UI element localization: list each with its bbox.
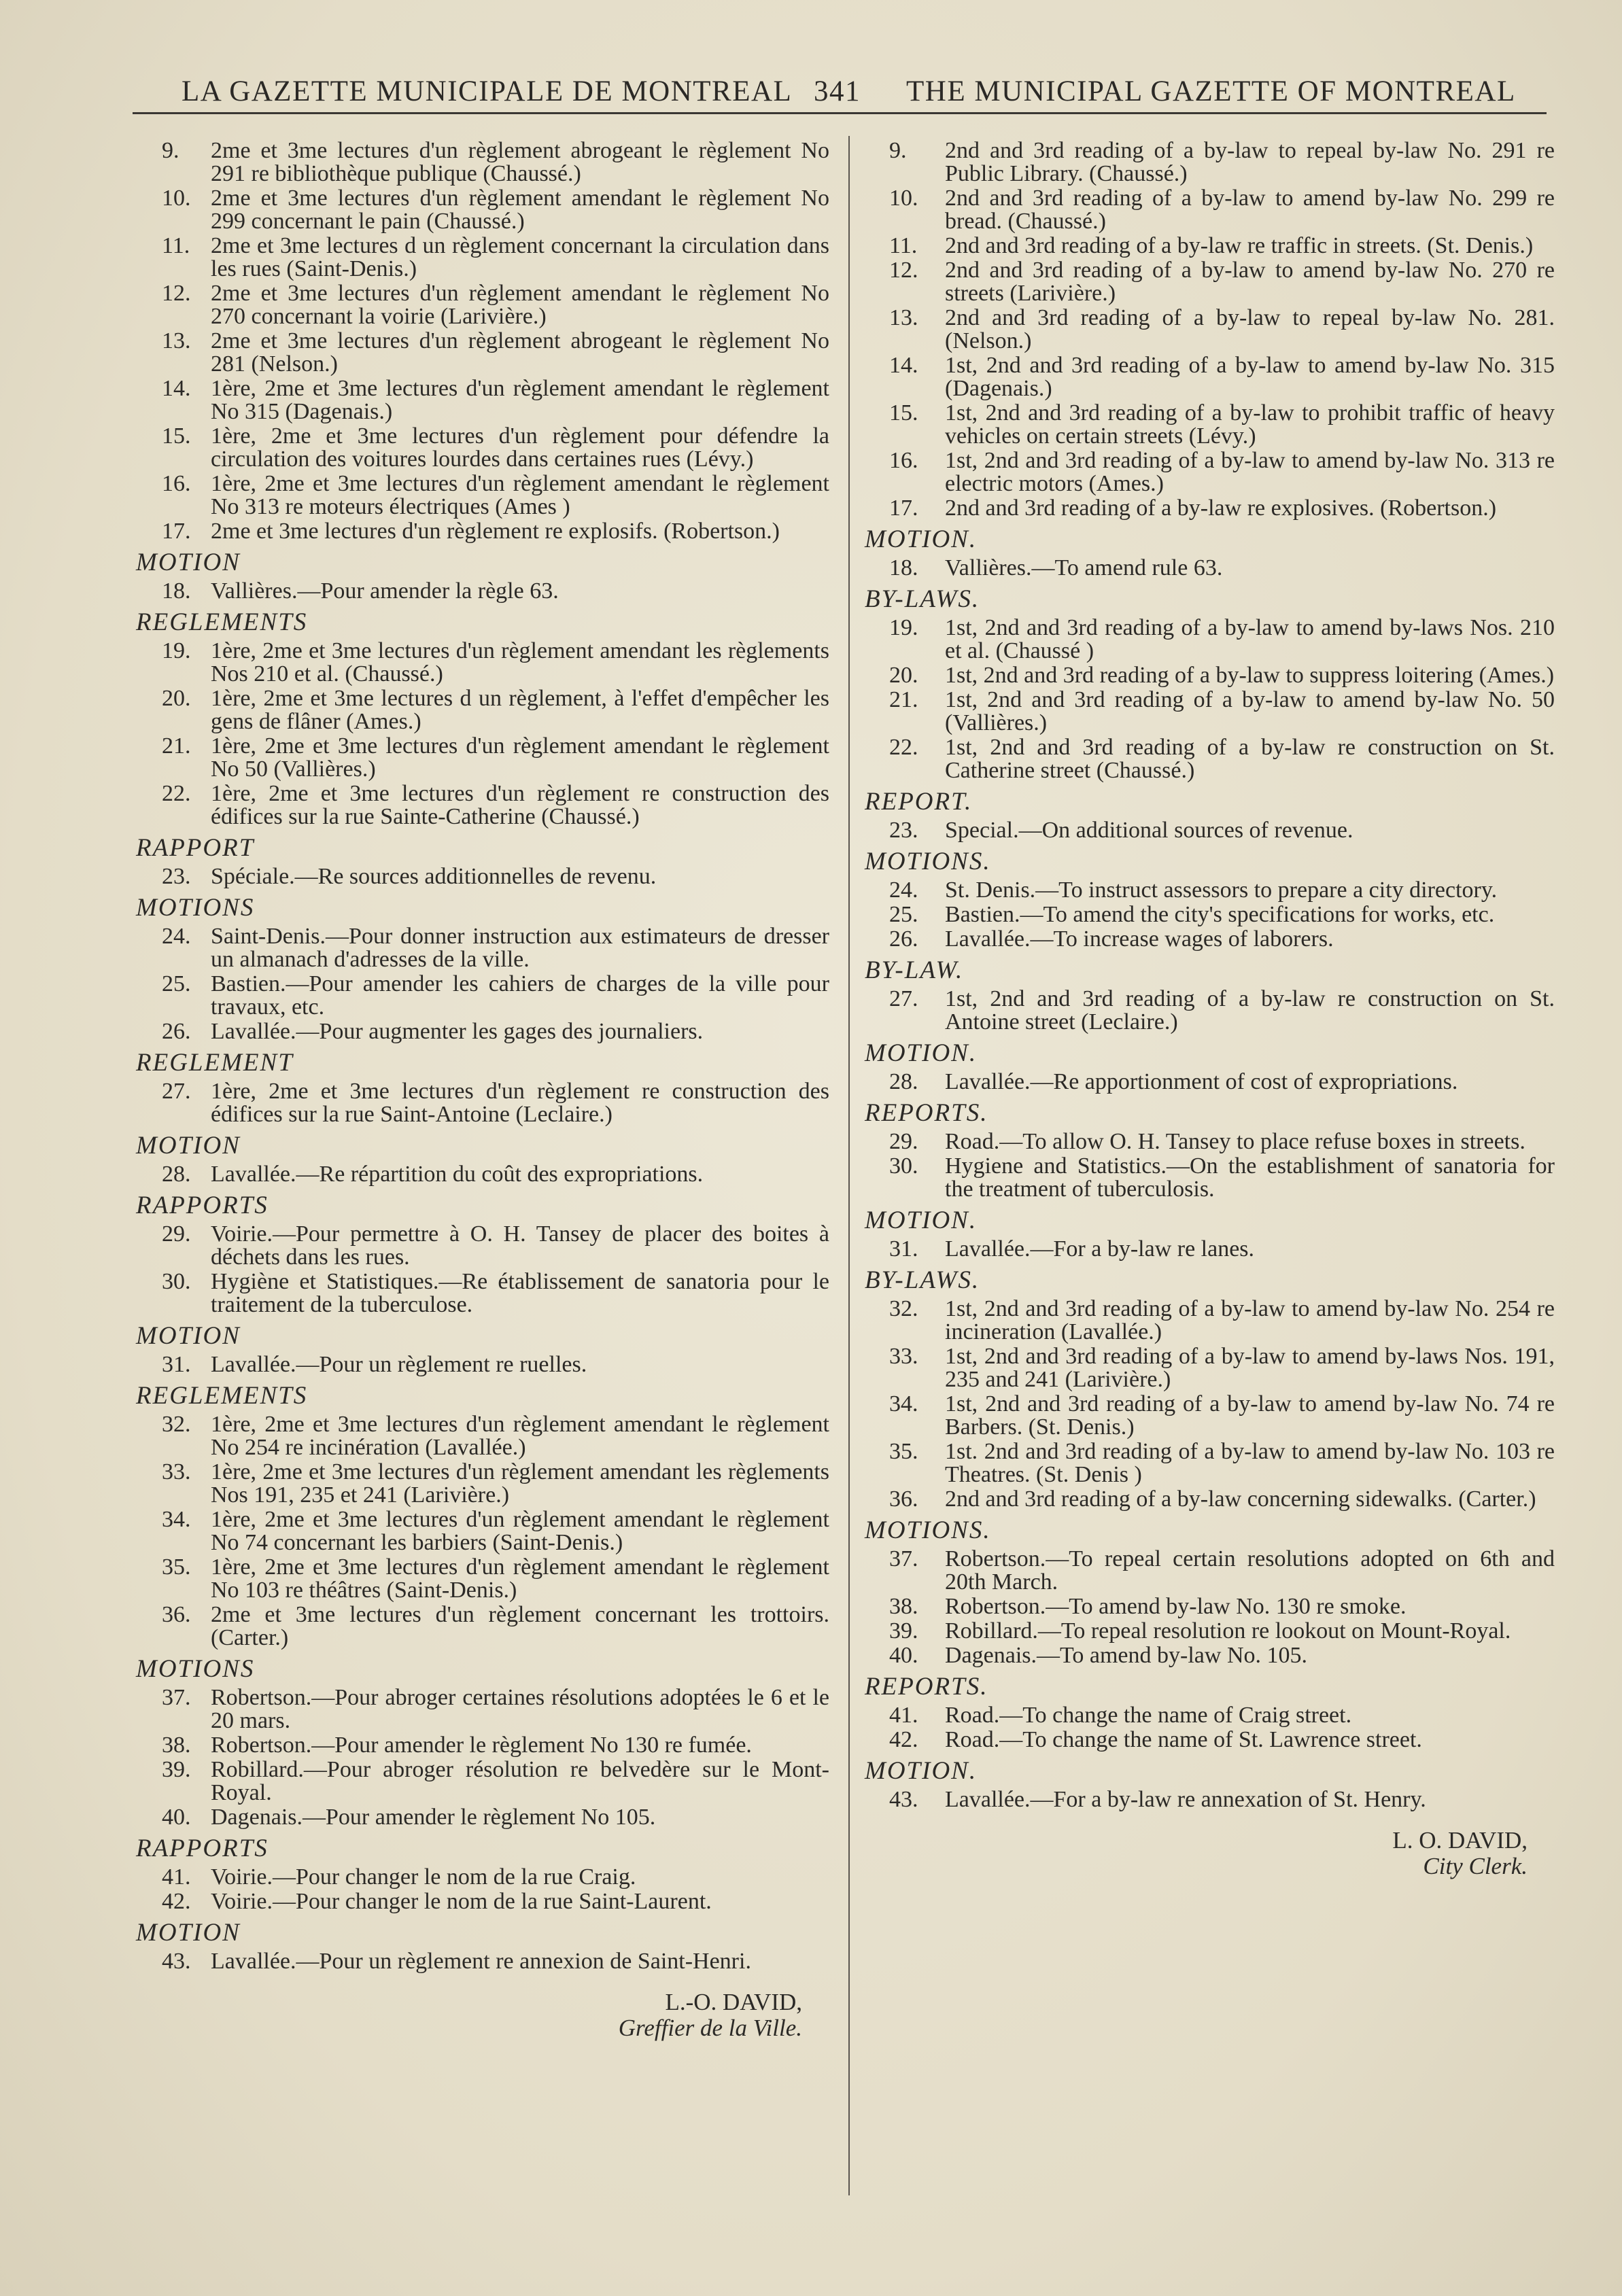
item-number: 11. xyxy=(162,233,190,258)
agenda-item xyxy=(136,1461,829,1507)
agenda-item xyxy=(865,1440,1555,1486)
section-heading: MOTIONS xyxy=(136,894,255,922)
item-text: 1st. 2nd and 3rd reading of a by-law to amend by-law No. 103 re Theatres. (St. Denis ) xyxy=(945,1439,1555,1487)
item-number: 22. xyxy=(889,735,918,760)
item-text: 1ère, 2me et 3me lectures d'un règlement re construction des édifices sur la rue Sainte-Catherine (Chaussé.) xyxy=(211,781,829,829)
agenda-item xyxy=(865,1298,1555,1344)
item-text: Robertson.—To amend by-law No. 130 re smoke. xyxy=(945,1594,1407,1619)
agenda-items xyxy=(136,1080,829,1126)
item-text: Lavallée.—To increase wages of laborers. xyxy=(945,926,1334,952)
item-text: 2nd and 3rd reading of a by-law concerning sidewalks. (Carter.) xyxy=(945,1486,1536,1512)
item-number: 34. xyxy=(162,1507,191,1532)
item-number: 10. xyxy=(889,186,918,211)
agenda-items xyxy=(136,1353,829,1376)
item-text: Lavallée.—For a by-law re annexation of St. Henry. xyxy=(945,1787,1426,1812)
agenda-item xyxy=(865,1620,1555,1643)
item-number: 36. xyxy=(162,1602,191,1627)
agenda-item xyxy=(136,782,829,829)
item-number: 28. xyxy=(889,1069,918,1094)
item-text: 1ère, 2me et 3me lectures d'un règlement amendant les règlements Nos 191, 235 et 241 (Larivière.) xyxy=(211,1459,829,1508)
section-heading: MOTION. xyxy=(865,1206,978,1234)
item-number: 20. xyxy=(162,686,191,711)
agenda-item xyxy=(136,580,829,603)
item-text: Lavallée.—Re apportionment of cost of expropriations. xyxy=(945,1069,1458,1094)
section-heading: REGLEMENTS xyxy=(136,1382,308,1410)
agenda-item xyxy=(865,234,1555,258)
agenda-item xyxy=(865,1345,1555,1391)
agenda-item xyxy=(136,1080,829,1126)
section-heading: MOTION xyxy=(136,1322,241,1350)
agenda-item xyxy=(136,1353,829,1376)
item-text: 1st, 2nd and 3rd reading of a by-law to amend by-laws Nos. 191, 235 and 241 (Larivière.) xyxy=(945,1344,1555,1392)
item-number: 18. xyxy=(162,578,191,604)
agenda-item xyxy=(865,1644,1555,1667)
item-number: 27. xyxy=(889,986,918,1011)
agenda-item xyxy=(865,1728,1555,1752)
item-text: Bastien.—Pour amender les cahiers de charges de la ville pour travaux, etc. xyxy=(211,971,829,1020)
french-column xyxy=(136,139,829,2041)
item-number: 27. xyxy=(162,1079,191,1104)
item-number: 22. xyxy=(162,781,191,806)
item-number: 39. xyxy=(162,1757,191,1782)
item-number: 34. xyxy=(889,1391,918,1416)
item-text: Robertson.—To repeal certain resolutions adopted on 6th and 20th March. xyxy=(945,1546,1555,1595)
agenda-item xyxy=(865,616,1555,663)
english-column xyxy=(865,139,1555,1879)
agenda-item xyxy=(136,1806,829,1829)
item-text: Robertson.—Pour amender le règlement No 130 re fumée. xyxy=(211,1733,752,1758)
agenda-item xyxy=(136,282,829,328)
item-text: 2me et 3me lectures d'un règlement amendant le règlement No 299 concernant le pain (Chaussé.) xyxy=(211,186,829,234)
agenda-item xyxy=(136,1603,829,1650)
item-text: Bastien.—To amend the city's specifications for works, etc. xyxy=(945,902,1495,927)
item-number: 40. xyxy=(162,1805,191,1830)
item-number: 28. xyxy=(162,1162,191,1187)
item-text: 1st, 2nd and 3rd reading of a by-law to amend by-law No. 313 re electric motors (Ames.) xyxy=(945,448,1555,496)
item-number: 26. xyxy=(162,1019,191,1044)
page-number: 341 xyxy=(814,75,861,107)
agenda-item xyxy=(865,259,1555,305)
agenda-item xyxy=(136,1556,829,1602)
item-text: 1ère, 2me et 3me lectures d'un règlement amendant le règlement No 50 (Vallières.) xyxy=(211,733,829,782)
item-number: 12. xyxy=(889,258,918,283)
item-text: 1ère, 2me et 3me lectures d'un règlement amendant le règlement No 254 re incinération (Lavallée.) xyxy=(211,1412,829,1460)
agenda-items xyxy=(136,1223,829,1317)
item-text: Vallières.—Pour amender la règle 63. xyxy=(211,578,559,604)
agenda-item xyxy=(865,1788,1555,1811)
agenda-item xyxy=(865,1393,1555,1439)
item-text: 1st, 2nd and 3rd reading of a by-law to amend by-law No. 315 (Dagenais.) xyxy=(945,353,1555,401)
item-number: 37. xyxy=(162,1685,191,1710)
item-text: 2me et 3me lectures d'un règlement amendant le règlement No 270 concernant la voirie (Larivière.) xyxy=(211,281,829,329)
item-number: 13. xyxy=(162,328,191,353)
item-text: 2nd and 3rd reading of a by-law to repeal by-law No. 281. (Nelson.) xyxy=(945,305,1555,353)
item-number: 43. xyxy=(889,1787,918,1812)
agenda-items xyxy=(136,1950,829,1973)
agenda-item xyxy=(865,1071,1555,1094)
item-text: 1st, 2nd and 3rd reading of a by-law re construction on St. Antoine street (Leclaire.) xyxy=(945,986,1555,1034)
signature-block-english xyxy=(865,1828,1555,1879)
item-text: 2nd and 3rd reading of a by-law to amend by-law No. 299 re bread. (Chaussé.) xyxy=(945,186,1555,234)
agenda-items xyxy=(136,865,829,888)
item-number: 37. xyxy=(889,1546,918,1571)
agenda-item xyxy=(136,1270,829,1317)
item-text: 1ère, 2me et 3me lectures d'un règlement amendant le règlement No 74 concernant les barbiers (Saint-Denis.) xyxy=(211,1507,829,1555)
agenda-item xyxy=(865,1155,1555,1201)
agenda-item xyxy=(136,925,829,971)
item-text: 1ère, 2me et 3me lectures d'un règlement amendant le règlement No 313 re moteurs électriques (Ames ) xyxy=(211,471,829,519)
agenda-item xyxy=(136,234,829,281)
agenda-item xyxy=(136,1950,829,1973)
item-text: St. Denis.—To instruct assessors to prepare a city directory. xyxy=(945,877,1498,903)
section-heading: MOTION xyxy=(136,1919,241,1947)
item-number: 16. xyxy=(162,471,191,496)
item-number: 25. xyxy=(162,971,191,996)
item-text: 1st, 2nd and 3rd reading of a by-law to prohibit traffic of heavy vehicles on certain streets (Lévy.) xyxy=(945,400,1555,449)
agenda-items xyxy=(136,925,829,1043)
item-number: 30. xyxy=(162,1269,191,1294)
agenda-item xyxy=(865,1130,1555,1153)
agenda-item xyxy=(865,449,1555,495)
item-number: 9. xyxy=(889,138,907,163)
item-number: 32. xyxy=(162,1412,191,1437)
agenda-item xyxy=(865,1704,1555,1727)
section-heading: MOTIONS. xyxy=(865,848,991,875)
agenda-item xyxy=(865,988,1555,1034)
item-number: 19. xyxy=(162,638,191,663)
agenda-items xyxy=(136,580,829,603)
item-number: 29. xyxy=(889,1129,918,1154)
agenda-item xyxy=(136,520,829,543)
item-number: 11. xyxy=(889,233,918,258)
agenda-items xyxy=(865,1548,1555,1667)
item-number: 42. xyxy=(162,1889,191,1914)
section-heading: MOTION. xyxy=(865,1039,978,1067)
section-heading: RAPPORTS xyxy=(136,1834,269,1862)
section-heading: MOTION. xyxy=(865,1757,978,1785)
item-text: 1ère, 2me et 3me lectures d'un règlement amendant les règlements Nos 210 et al. (Chaussé.) xyxy=(211,638,829,686)
item-number: 9. xyxy=(162,138,179,163)
agenda-item xyxy=(865,557,1555,580)
section-heading: REPORTS. xyxy=(865,1099,988,1127)
section-heading: RAPPORT xyxy=(136,834,255,862)
item-text: 2me et 3me lectures d'un règlement abrogeant le règlement No 281 (Nelson.) xyxy=(211,328,829,377)
item-number: 35. xyxy=(162,1554,191,1580)
agenda-item xyxy=(136,973,829,1019)
agenda-items xyxy=(865,139,1555,520)
item-number: 33. xyxy=(162,1459,191,1484)
agenda-item xyxy=(865,1238,1555,1261)
item-number: 10. xyxy=(162,186,191,211)
item-number: 14. xyxy=(889,353,918,378)
section-heading: REGLEMENT xyxy=(136,1049,294,1077)
item-text: Vallières.—To amend rule 63. xyxy=(945,555,1223,580)
item-text: 2me et 3me lectures d'un règlement re explosifs. (Robertson.) xyxy=(211,519,780,544)
item-text: Special.—On additional sources of revenue. xyxy=(945,818,1353,843)
item-number: 19. xyxy=(889,615,918,640)
section-heading: REPORTS. xyxy=(865,1673,988,1701)
item-number: 21. xyxy=(162,733,191,759)
item-text: Robillard.—Pour abroger résolution re belvedère sur le Mont-Royal. xyxy=(211,1757,829,1805)
agenda-item xyxy=(136,139,829,186)
header-title-french: LA GAZETTE MUNICIPALE DE MONTREAL xyxy=(182,75,793,107)
agenda-items xyxy=(865,1298,1555,1511)
item-text: Dagenais.—To amend by-law No. 105. xyxy=(945,1643,1307,1668)
signature-name: L.-O. DAVID, xyxy=(665,1989,802,2015)
agenda-items xyxy=(865,1704,1555,1752)
agenda-item xyxy=(136,1758,829,1805)
agenda-item xyxy=(865,307,1555,353)
item-number: 33. xyxy=(889,1344,918,1369)
item-text: Lavallée.—For a by-law re lanes. xyxy=(945,1236,1255,1262)
item-text: 1ère, 2me et 3me lectures d'un règlement re construction des édifices sur la rue Saint-Antoine (Leclaire.) xyxy=(211,1079,829,1127)
agenda-item xyxy=(136,1866,829,1889)
agenda-item xyxy=(136,187,829,233)
agenda-item xyxy=(136,1413,829,1459)
item-text: Hygiène et Statistiques.—Re établissement de sanatoria pour le traitement de la tuberculose. xyxy=(211,1269,829,1317)
section-heading: MOTION. xyxy=(865,525,978,553)
item-number: 36. xyxy=(889,1486,918,1512)
agenda-item xyxy=(136,1223,829,1269)
item-number: 38. xyxy=(889,1594,918,1619)
item-number: 17. xyxy=(889,495,918,521)
agenda-item xyxy=(865,354,1555,400)
signature-name: L. O. DAVID, xyxy=(1392,1827,1528,1854)
agenda-items xyxy=(136,139,829,543)
agenda-item xyxy=(865,139,1555,186)
item-text: Lavallée.—Pour augmenter les gages des journaliers. xyxy=(211,1019,704,1044)
item-number: 14. xyxy=(162,376,191,401)
section-heading: MOTIONS xyxy=(136,1655,255,1683)
item-text: Spéciale.—Re sources additionnelles de revenu. xyxy=(211,864,657,889)
item-text: 2nd and 3rd reading of a by-law to amend by-law No. 270 re streets (Larivière.) xyxy=(945,258,1555,306)
agenda-items xyxy=(865,616,1555,782)
item-text: Road.—To change the name of St. Lawrence street. xyxy=(945,1727,1422,1752)
agenda-item xyxy=(136,1890,829,1913)
item-number: 20. xyxy=(889,663,918,688)
item-number: 21. xyxy=(889,687,918,712)
agenda-items xyxy=(865,1238,1555,1261)
section-heading: RAPPORTS xyxy=(136,1192,269,1219)
item-number: 39. xyxy=(889,1618,918,1643)
page-header xyxy=(133,75,1547,116)
item-number: 24. xyxy=(162,924,191,949)
item-number: 30. xyxy=(889,1153,918,1179)
item-number: 24. xyxy=(889,877,918,903)
item-text: Lavallée.—Pour un règlement re ruelles. xyxy=(211,1352,587,1377)
agenda-item xyxy=(865,1488,1555,1511)
agenda-item xyxy=(136,330,829,376)
agenda-item xyxy=(136,865,829,888)
item-number: 25. xyxy=(889,902,918,927)
agenda-item xyxy=(865,497,1555,520)
item-text: 1st, 2nd and 3rd reading of a by-law to amend by-law No. 74 re Barbers. (St. Denis.) xyxy=(945,1391,1555,1440)
item-text: 1ère, 2me et 3me lectures d'un règlement amendant le règlement No 315 (Dagenais.) xyxy=(211,376,829,424)
agenda-item xyxy=(865,1548,1555,1594)
agenda-items xyxy=(865,879,1555,951)
item-number: 15. xyxy=(889,400,918,425)
agenda-item xyxy=(136,1686,829,1733)
agenda-items xyxy=(136,1686,829,1829)
agenda-item xyxy=(865,928,1555,951)
item-text: 2me et 3me lectures d'un règlement abrogeant le règlement No 291 re bibliothèque publique (Chaussé.) xyxy=(211,138,829,186)
agenda-item xyxy=(865,736,1555,782)
item-text: Road.—To change the name of Craig street. xyxy=(945,1703,1352,1728)
item-number: 41. xyxy=(162,1864,191,1890)
item-text: 1st, 2nd and 3rd reading of a by-law to suppress loitering (Ames.) xyxy=(945,663,1555,688)
agenda-item xyxy=(865,879,1555,902)
item-number: 18. xyxy=(889,555,918,580)
section-heading: REGLEMENTS xyxy=(136,608,308,636)
header-title-english: THE MUNICIPAL GAZETTE OF MONTREAL xyxy=(906,75,1516,107)
item-number: 23. xyxy=(162,864,191,889)
item-text: Road.—To allow O. H. Tansey to place refuse boxes in streets. xyxy=(945,1129,1525,1154)
agenda-items xyxy=(865,988,1555,1034)
agenda-item xyxy=(136,640,829,686)
item-number: 29. xyxy=(162,1221,191,1247)
section-heading: REPORT. xyxy=(865,788,973,816)
item-number: 38. xyxy=(162,1733,191,1758)
item-text: Hygiene and Statistics.—On the establishment of sanatoria for the treatment of tuberculosis. xyxy=(945,1153,1555,1202)
agenda-item xyxy=(136,1020,829,1043)
agenda-items xyxy=(136,1866,829,1913)
item-text: 2nd and 3rd reading of a by-law re traffic in streets. (St. Denis.) xyxy=(945,233,1534,258)
agenda-items xyxy=(865,1071,1555,1094)
item-text: Saint-Denis.—Pour donner instruction aux estimateurs de dresser un almanach d'adresses de la ville. xyxy=(211,924,829,972)
item-text: Lavallée.—Re répartition du coût des expropriations. xyxy=(211,1162,704,1187)
agenda-item xyxy=(865,903,1555,926)
item-text: 2me et 3me lectures d un règlement concernant la circulation dans les rues (Saint-Denis.) xyxy=(211,233,829,281)
section-heading: MOTION xyxy=(136,549,241,576)
agenda-items xyxy=(136,1413,829,1650)
agenda-item xyxy=(865,402,1555,448)
agenda-item xyxy=(865,664,1555,687)
item-text: 1ère, 2me et 3me lectures d'un règlement pour défendre la circulation des voitures lourdes dans certaines rues (Lévy.) xyxy=(211,423,829,472)
item-text: Dagenais.—Pour amender le règlement No 105. xyxy=(211,1805,656,1830)
agenda-item xyxy=(136,735,829,781)
agenda-item xyxy=(865,1595,1555,1618)
item-text: 1ère, 2me et 3me lectures d un règlement, à l'effet d'empêcher les gens de flâner (Ames.) xyxy=(211,686,829,734)
item-text: Lavallée.—Pour un règlement re annexion de Saint-Henri. xyxy=(211,1949,751,1974)
item-text: Robillard.—To repeal resolution re lookout on Mount-Royal. xyxy=(945,1618,1511,1643)
section-heading: BY-LAW. xyxy=(865,956,964,984)
agenda-item xyxy=(136,1508,829,1554)
item-number: 41. xyxy=(889,1703,918,1728)
item-number: 13. xyxy=(889,305,918,330)
agenda-items xyxy=(136,640,829,829)
item-number: 23. xyxy=(889,818,918,843)
section-heading: BY-LAWS. xyxy=(865,1266,980,1294)
item-number: 16. xyxy=(889,448,918,473)
item-text: Voirie.—Pour changer le nom de la rue Saint-Laurent. xyxy=(211,1889,712,1914)
agenda-item xyxy=(136,687,829,733)
column-divider xyxy=(848,136,850,2195)
agenda-item xyxy=(136,472,829,519)
agenda-items xyxy=(865,1788,1555,1811)
section-heading: MOTION xyxy=(136,1132,241,1160)
item-text: Robertson.—Pour abroger certaines résolutions adoptées le 6 et le 20 mars. xyxy=(211,1685,829,1733)
section-heading: BY-LAWS. xyxy=(865,585,980,613)
item-number: 26. xyxy=(889,926,918,952)
item-number: 12. xyxy=(162,281,191,306)
item-number: 32. xyxy=(889,1296,918,1321)
signature-title: Greffier de la Ville. xyxy=(618,2015,802,2041)
agenda-item xyxy=(136,1734,829,1757)
agenda-items xyxy=(865,819,1555,842)
agenda-items xyxy=(865,557,1555,580)
item-number: 40. xyxy=(889,1643,918,1668)
item-text: 1st, 2nd and 3rd reading of a by-law to amend by-law No. 254 re incineration (Lavallée.) xyxy=(945,1296,1555,1344)
item-number: 42. xyxy=(889,1727,918,1752)
item-number: 35. xyxy=(889,1439,918,1464)
item-text: 2nd and 3rd reading of a by-law re explosives. (Robertson.) xyxy=(945,495,1497,521)
agenda-item xyxy=(865,819,1555,842)
header-rule xyxy=(133,112,1547,114)
signature-block-french xyxy=(136,1989,829,2041)
agenda-items xyxy=(865,1130,1555,1201)
item-text: 2nd and 3rd reading of a by-law to repeal by-law No. 291 re Public Library. (Chaussé.) xyxy=(945,138,1555,186)
agenda-items xyxy=(136,1163,829,1186)
agenda-item xyxy=(865,187,1555,233)
signature-title: City Clerk. xyxy=(1423,1853,1528,1879)
section-heading: MOTIONS. xyxy=(865,1516,991,1544)
agenda-item xyxy=(865,689,1555,735)
item-text: 1st, 2nd and 3rd reading of a by-law to amend by-laws Nos. 210 et al. (Chaussé ) xyxy=(945,615,1555,663)
agenda-item xyxy=(136,1163,829,1186)
item-text: 2me et 3me lectures d'un règlement concernant les trottoirs. (Carter.) xyxy=(211,1602,829,1650)
item-text: 1st, 2nd and 3rd reading of a by-law to amend by-law No. 50 (Vallières.) xyxy=(945,687,1555,735)
agenda-item xyxy=(136,377,829,423)
agenda-item xyxy=(136,425,829,471)
item-text: 1st, 2nd and 3rd reading of a by-law re construction on St. Catherine street (Chaussé.) xyxy=(945,735,1555,783)
item-number: 43. xyxy=(162,1949,191,1974)
item-number: 31. xyxy=(162,1352,191,1377)
item-text: Voirie.—Pour changer le nom de la rue Craig. xyxy=(211,1864,636,1890)
item-number: 31. xyxy=(889,1236,918,1262)
item-text: 1ère, 2me et 3me lectures d'un règlement amendant le règlement No 103 re théâtres (Saint-Denis.) xyxy=(211,1554,829,1603)
item-number: 17. xyxy=(162,519,191,544)
item-number: 15. xyxy=(162,423,191,449)
item-text: Voirie.—Pour permettre à O. H. Tansey de placer des boites à déchets dans les rues. xyxy=(211,1221,829,1270)
